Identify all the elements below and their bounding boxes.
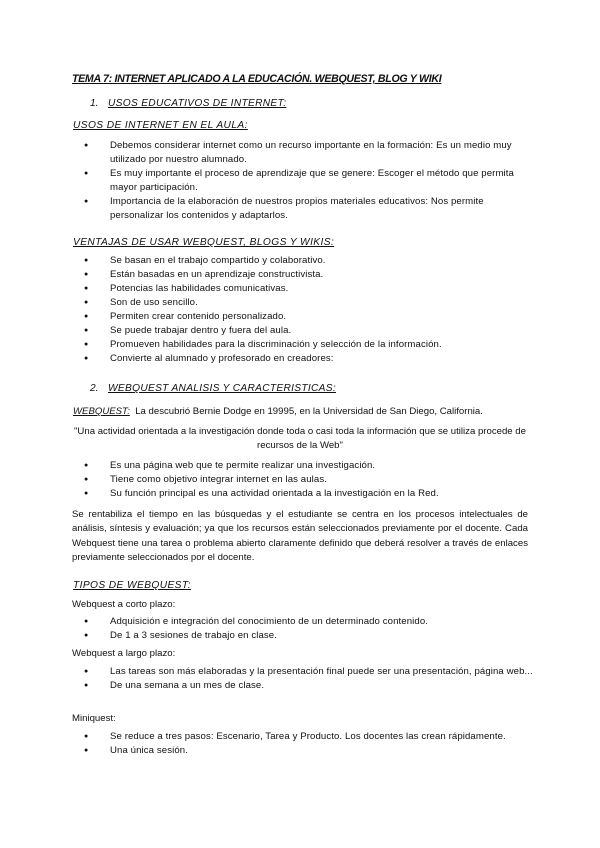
list-item: ● Una única sesión. <box>84 744 534 758</box>
list-item: ● Se reduce a tres pasos: Escenario, Tarea y Producto. Los docentes las crean rápidamente. <box>84 730 534 744</box>
section-1-heading: USOS EDUCATIVOS DE INTERNET: <box>108 98 287 109</box>
section-2-number: 2. <box>90 383 99 394</box>
list-type-short <box>84 615 534 643</box>
type-short-label: Webquest a corto plazo: <box>72 599 176 610</box>
list-item: ● Importancia de la elaboración de nuestros propios materiales educativos: Nos permite personalizar los contenidos y adaptarlos. <box>84 195 534 223</box>
list-webquest-features <box>84 459 534 501</box>
section-2-heading: WEBQUEST ANALISIS Y CARACTERISTICAS: <box>108 383 336 394</box>
list-usos-aula <box>84 139 534 223</box>
sub-heading-ventajas: VENTAJAS DE USAR WEBQUEST, BLOGS Y WIKIS: <box>73 237 335 248</box>
webquest-intro-text: La descubrió Bernie Dodge en 19995, en la Universidad de San Diego, California. <box>135 406 483 417</box>
list-item: ● De 1 a 3 sesiones de trabajo en clase. <box>84 629 534 643</box>
list-item: ● De una semana a un mes de clase. <box>84 679 534 693</box>
list-item: ● Se puede trabajar dentro y fuera del aula. <box>84 324 534 338</box>
list-ventajas <box>84 254 534 366</box>
list-item: ● Potencias las habilidades comunicativas. <box>84 282 534 296</box>
webquest-intro <box>73 406 483 417</box>
list-item: ● Convierte al alumnado y profesorado en creadores: <box>84 352 534 366</box>
type-long-label: Webquest a largo plazo: <box>72 648 176 659</box>
list-item: ● Las tareas son más elaboradas y la presentación final puede ser una presentación, página web... <box>84 665 534 679</box>
webquest-label: WEBQUEST: <box>73 406 130 417</box>
section-1-number: 1. <box>90 98 99 109</box>
type-mini-label: Miniquest: <box>72 713 116 724</box>
list-item: ● Promueven habilidades para la discriminación y selección de la información. <box>84 338 534 352</box>
list-type-mini <box>84 730 534 758</box>
webquest-quote: "Una actividad orientada a la investigación donde toda o casi toda la información que se utiliza procede de recursos de la Web" <box>74 426 526 451</box>
list-item: ● Es muy importante el proceso de aprendizaje que se genere: Escoger el método que permita mayor participación. <box>84 167 534 195</box>
list-type-long <box>84 665 534 693</box>
list-item: ● Se basan en el trabajo compartido y colaborativo. <box>84 254 534 268</box>
sub-heading-usos-aula: USOS DE INTERNET EN EL AULA: <box>73 120 248 131</box>
webquest-paragraph: Se rentabiliza el tiempo en las búsquedas y el estudiante se centra en los procesos intelectuales de análisis, síntesis y evaluación; ya que los recursos están seleccionados previamente por el docente. Cada Webquest tiene una tarea o problema abierto claramente definido que deberá resolver a través de enlaces previamente seleccionados por el docente. <box>72 509 528 563</box>
page-title: TEMA 7: INTERNET APLICADO A LA EDUCACIÓN. WEBQUEST, BLOG Y WIKI <box>72 73 442 85</box>
list-item: ● Debemos considerar internet como un recurso importante en la formación: Es un medio muy utilizado por nuestro alumnado. <box>84 139 534 167</box>
list-item: ● Adquisición e integración del conocimiento de un determinado contenido. <box>84 615 534 629</box>
sub-heading-tipos: TIPOS DE WEBQUEST: <box>73 580 191 591</box>
list-item: ● Son de uso sencillo. <box>84 296 534 310</box>
list-item: ● Su función principal es una actividad orientada a la investigación en la Red. <box>84 487 534 501</box>
list-item: ● Permiten crear contenido personalizado. <box>84 310 534 324</box>
list-item: ● Tiene como objetivo integrar internet en las aulas. <box>84 473 534 487</box>
list-item: ● Es una página web que te permite realizar una investigación. <box>84 459 534 473</box>
list-item: ● Están basadas en un aprendizaje constructivista. <box>84 268 534 282</box>
